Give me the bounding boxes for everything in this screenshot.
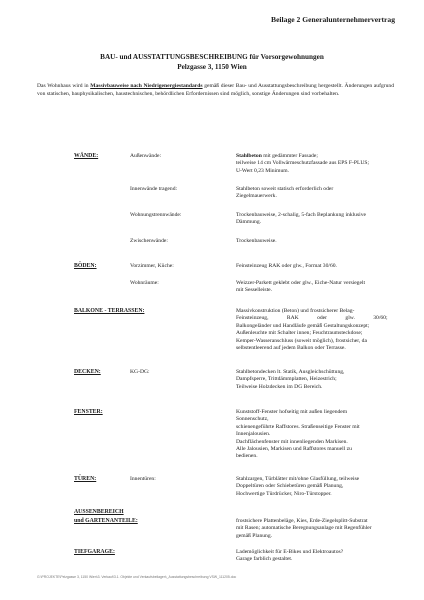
- value-line: Trockenbauweise, 2-schalig, 5-fach Beplankung inklusive: [236, 212, 366, 218]
- section-value: Feinsteinzeug RAK oder glw., Format 30/60.: [236, 263, 337, 269]
- subsection-label: Innenwände tragend:: [130, 186, 178, 192]
- value-line: Weizzer-Parkett geklebt oder glw., Eiche-Natur versiegelt: [236, 280, 366, 286]
- value-line: Außenleuchte mit Schalter innen; Feuchtraumsteckdose;: [236, 330, 363, 337]
- section-value: [236, 212, 424, 227]
- value-line: Stahlbeton soweit statisch erforderlich oder: [236, 186, 334, 192]
- subsection-label: Wohnräume:: [130, 280, 159, 286]
- value-line: bedienen.: [236, 453, 258, 460]
- value-line: frostsichere Plattenbeläge, Kies, Erde-Ziegelsplitt-Substrat: [236, 518, 368, 524]
- section-value: [236, 186, 424, 201]
- value-line: Ziegelmauerwerk.: [236, 193, 277, 200]
- document-header: Beilage 2 Generalunternehmervertrag: [271, 15, 395, 24]
- subsection-label: Innentüren:: [130, 476, 156, 482]
- value-line: Kemper-Wasseranschluss (soweit möglich), frostsicher, da: [236, 337, 367, 344]
- value-line: Dachflächenfenster mit innenliegenden Markisen.: [236, 438, 348, 445]
- value-line: Kunststoff-Fenster hofseitig mit außen liegendem: [236, 409, 348, 415]
- value-line: Lademöglichkeit für E-Bikes und Elektroautos?: [236, 549, 344, 555]
- value-line: mit gedämmter Fassade;: [261, 153, 318, 159]
- section-heading: AUSSENBEREICH: [74, 509, 124, 515]
- section-value: [236, 280, 424, 295]
- value-line: Feinsteinzeug, RAK oder glw. 30/60;: [236, 315, 388, 322]
- value-line: Dampfsperre, Trittdämmplatten, Heizestrich;: [236, 376, 337, 383]
- section-value: [236, 518, 424, 540]
- value-line: U-Wert 0,23 Minimum.: [236, 167, 289, 174]
- value-line: mit Sesselleiste.: [236, 287, 273, 294]
- section-value: [236, 549, 424, 564]
- section-value: [236, 369, 424, 391]
- section-heading: BÖDEN:: [74, 263, 97, 269]
- subsection-label: Außenwände:: [130, 153, 162, 159]
- intro-post: gemäß dieser Bau- und Ausstattungsbeschreibung hergestellt. Änderungen aufgrund von statischen, bauphysikalischen, haustechnischen, behördlichen Erfordernissen sind möglich, sonstige Änderungen sind vorbehalten.: [37, 83, 395, 97]
- value-line: Stahlzargen, Türblätter mit/ohne Glasfüllung, teilweise: [236, 476, 360, 482]
- section-heading: FENSTER:: [74, 409, 103, 415]
- value-line: Hochwertige Türdrücker, Niro-Türstopper.: [236, 490, 332, 497]
- heading-prefix: und: [74, 518, 86, 524]
- value-bold: Stahlbeton: [236, 153, 262, 159]
- intro-pre: Das Wohnhaus wird in: [37, 83, 91, 89]
- section-value: [236, 409, 424, 461]
- value-line: gemäß Planung.: [236, 532, 273, 539]
- heading-suffix: GARTENANTEILE:: [85, 518, 138, 524]
- document-address: Pelzgasse 3, 1150 Wien: [177, 63, 247, 71]
- value-line: Dämmung.: [236, 219, 262, 226]
- document-title: BAU- und AUSSTATTUNGSBESCHREIBUNG für Vorsorgewohnungen: [100, 53, 324, 61]
- value-line: Alle Jalousien, Markisen und Raffstores manuell zu: [236, 446, 352, 453]
- value-line: teilweise 14 cm Vollwärmeschutzfassade aus EPS F-PLUS;: [236, 160, 370, 167]
- section-value: [236, 153, 424, 175]
- section-heading: [74, 518, 138, 525]
- section-heading: DECKEN:: [74, 369, 101, 375]
- section-heading: TIEFGARAGE:: [74, 549, 115, 555]
- intro-paragraph: [37, 83, 394, 98]
- section-value: [236, 308, 424, 352]
- subsection-label: Zwischenwände:: [130, 238, 168, 244]
- intro-emphasis: Massivbauweise nach Niedrigenergiestandards: [90, 83, 203, 89]
- value-line: Balkongeländer und Handläufe gemäß Gestaltungskonzept;: [236, 322, 370, 329]
- value-line: Innenjalousien.: [236, 431, 271, 438]
- value-line: mit Rasen; automatische Beregnungsanlage mit Regenfühler: [236, 525, 372, 532]
- value-line: Doppeltüren oder Schiebetüren gemäß Planung,: [236, 483, 344, 490]
- section-heading: BALKONE - TERRASSEN:: [74, 308, 145, 314]
- value-line: schienengeführte Raffstores. Straßenseitige Fenster mit: [236, 423, 360, 430]
- document-footer-path: G:\PROJEKTE\Pelzgasse 3, 1150 Wien\3. Verkauf\3.1. Objekte und Verkaufsbeilagen\_Ausstattungsbeschreibung VSW_111205.doc: [37, 575, 237, 579]
- value-line: Massivkonstruktion (Beton) und frostsicherer Belag-: [236, 308, 355, 314]
- section-value: Trockenbauweise.: [236, 238, 277, 244]
- value-line: selbstentleerend auf jedem Balkon oder Terrasse.: [236, 345, 346, 352]
- section-value: [236, 476, 424, 498]
- value-line: Stahlbetondecken lt. Statik, Ausgleichschüttung,: [236, 369, 345, 375]
- value-line: Sonnenschutz,: [236, 416, 269, 423]
- subsection-label: Vorzimmer, Küche:: [130, 263, 174, 269]
- section-heading: WÄNDE:: [74, 153, 99, 159]
- subsection-label: Wohnungstrennwände:: [130, 212, 182, 218]
- value-line: Garage farblich gestaltet.: [236, 556, 293, 563]
- section-heading: TÜREN:: [74, 476, 97, 482]
- subsection-label: KG-DG:: [130, 369, 150, 375]
- value-line: Teilweise Holzdecken im DG Bereich.: [236, 383, 323, 390]
